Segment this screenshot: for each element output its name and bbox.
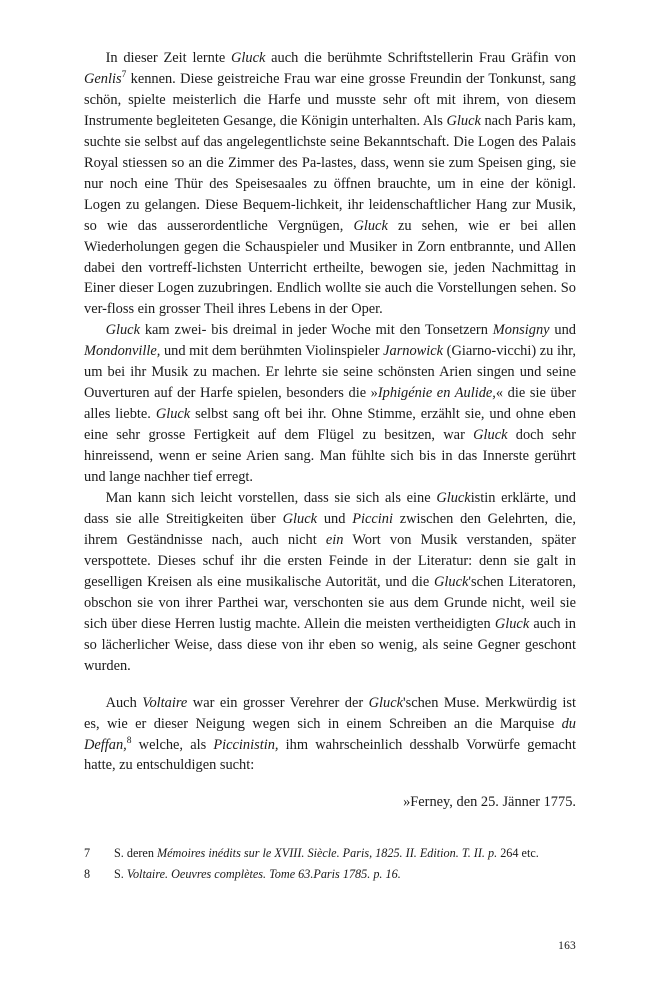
text-run: und mit dem berühmten Violinspieler (160, 343, 384, 360)
emphasis-text: Jarnowick (383, 343, 444, 360)
quotation-dateline: »Ferney, den 25. Jänner 1775. (403, 794, 576, 811)
emphasis-text: Gluck (434, 573, 469, 590)
text-run: S. (114, 867, 127, 882)
paragraph (84, 693, 576, 777)
text-run: zwischen den Gelehrten, die, ihrem Geständnisse nach, auch nicht (84, 510, 576, 548)
emphasis-text: Voltaire. Oeuvres complètes. Tome 63. (126, 867, 314, 882)
emphasis-text: Gluck (494, 615, 530, 632)
text-run: Auch (105, 694, 143, 711)
page-number: 163 (558, 940, 576, 952)
emphasis-text: Monsigny (492, 322, 550, 339)
emphasis-text: Gluck (282, 510, 318, 527)
body-text-column (84, 48, 576, 813)
text-run: und (317, 510, 353, 527)
text-run: In dieser Zeit lernte (105, 50, 232, 66)
text-run: selbst sang oft bei ihr. Ohne Stimme, erzählt sie, und ohne eben eine sehr grosse Fertigkeit auf dem Flügel zu besitzen, war (84, 406, 576, 444)
text-run: 'schen Literatoren, obschon sie von ihrer Parthei war, verschonten sie aus dem Grunde nicht, weil sie sich über diese Herren lustig machte. Allein die meisten vertheidigten (84, 573, 576, 632)
paragraph (84, 320, 576, 488)
footnote-reference: 8 (126, 735, 132, 746)
text-run: S. deren (114, 846, 157, 860)
emphasis-text: Mondonville, (84, 343, 161, 360)
text-run: istin erklärte, und dass sie alle Streitigkeiten über (84, 490, 576, 527)
emphasis-text: Gluck (155, 406, 191, 423)
text-run: Man kann sich leicht vorstellen, dass sie sich als eine (105, 490, 437, 507)
footnote-item (84, 866, 576, 883)
emphasis-text: Gluck (473, 427, 508, 444)
emphasis-text: Genlis (84, 70, 122, 87)
paragraph (84, 488, 576, 677)
text-run: auch in so lächerlicher Weise, dass diese von ihr eben so wenig, als seine Gegner geschont wurden. (84, 615, 576, 674)
emphasis-text: du Deffan, (84, 715, 576, 753)
emphasis-text: Voltaire (142, 694, 188, 711)
emphasis-text: Gluck (231, 50, 266, 66)
text-run: 'schen Muse. Merkwürdig ist es, wie er dieser Neigung wegen sich in einem Schreiben an die Marquise (84, 694, 576, 732)
text-run: auch die berühmte Schriftstellerin Frau Gräfin von (265, 50, 577, 66)
text-run: war ein grosser Verehrer der (187, 694, 369, 711)
text-run: und (549, 322, 576, 339)
emphasis-text: Gluck (446, 112, 481, 129)
emphasis-text: Piccini (352, 510, 393, 527)
text-run: zu sehen, wie er bei allen Wiederholungen gegen die Schauspieler und Musiker in Zorn entbrannte, und Allen dabei den vortreff-lichsten Unterricht ertheilte, bewogen sie, jeden Nachmittag in Einer dieser Logen zuzubringen. Endlich wollte sie auch die Vorstellungen sehen. So ver-floss ein grosser Theil ihres Lebens in der Oper. (84, 217, 576, 318)
text-run: kam zwei- bis dreimal in jeder Woche mit den Tonsetzern (139, 322, 493, 339)
footnote-text (110, 845, 576, 862)
emphasis-text: Piccinistin, (213, 736, 279, 753)
emphasis-text: Paris 1785. (313, 867, 374, 882)
text-run: kennen. Diese geistreiche Frau war eine grosse Freundin der Tonkunst, sang schön, spielte meisterlich die Harfe und musste sehr oft mit ihrem, von diesem Instrumente begleiteten Gesange, die Königin unterhalten. Als (84, 70, 576, 129)
text-run: welche, als (131, 736, 214, 753)
emphasis-text: ein (325, 531, 344, 548)
emphasis-text: Gluck (436, 490, 471, 507)
text-run: 264 etc. (497, 846, 539, 860)
text-run: ihm wahrscheinlich desshalb Vorwürfe gemacht hatte, zu entschuldigen sucht: (84, 736, 576, 774)
footnote-section (84, 845, 576, 888)
emphasis-text: Mémoires inédits sur le XVIII. Siècle. Paris, 1825. II. Edition. T. II. p. (156, 846, 498, 860)
emphasis-text: Iphigénie en Aulide, (377, 385, 496, 402)
footnote-reference: 7 (121, 70, 127, 81)
emphasis-text: Gluck (368, 694, 404, 711)
footnote-marker: 8 (84, 867, 91, 882)
footnote-marker: 7 (84, 846, 91, 860)
text-run: (Giarno-vicchi) zu ihr, um bei ihr Musik zu machen. Er lehrte sie seine schönsten Arien singen und seine Ouverturen auf der Harfe spielen, besonders die » (84, 343, 576, 402)
paragraph (84, 48, 576, 320)
text-run: « die sie über alles liebte. (84, 385, 576, 423)
text-run: doch sehr hinreissend, wenn er seine Arien sang. Man fühlte sich bis in das Innerste gerührt und lange nachher tief erregt. (84, 427, 576, 486)
emphasis-text: Gluck (353, 217, 388, 234)
emphasis-text: Gluck (105, 322, 140, 339)
text-run: Wort von Musik verstanden, später verspottete. Dieses schuf ihr die ersten Feinde in der Literatur: denn sie galt in geselligen Kreisen als eine musikalische Autorität, und die (84, 531, 576, 590)
text-run: nach Paris kam, suchte sie selbst auf das angelegentlichste seine Bekanntschaft. Die Logen des Palais Royal stiessen so an die Zimmer des Pa-lastes, dass, wenn sie zum Speisen ging, sie nur noch eine Thür des Speisesaales zu öffnen brauchte, um in eine der königl. Logen zu gelangen. Diese Bequem-lichkeit, ihr leidenschaftlicher Hang zur Musik, so wie das ausserordentliche Vergnügen, (84, 112, 576, 234)
footnote-item (84, 845, 576, 862)
footnote-text (110, 866, 576, 883)
emphasis-text: p. 16. (373, 867, 401, 882)
